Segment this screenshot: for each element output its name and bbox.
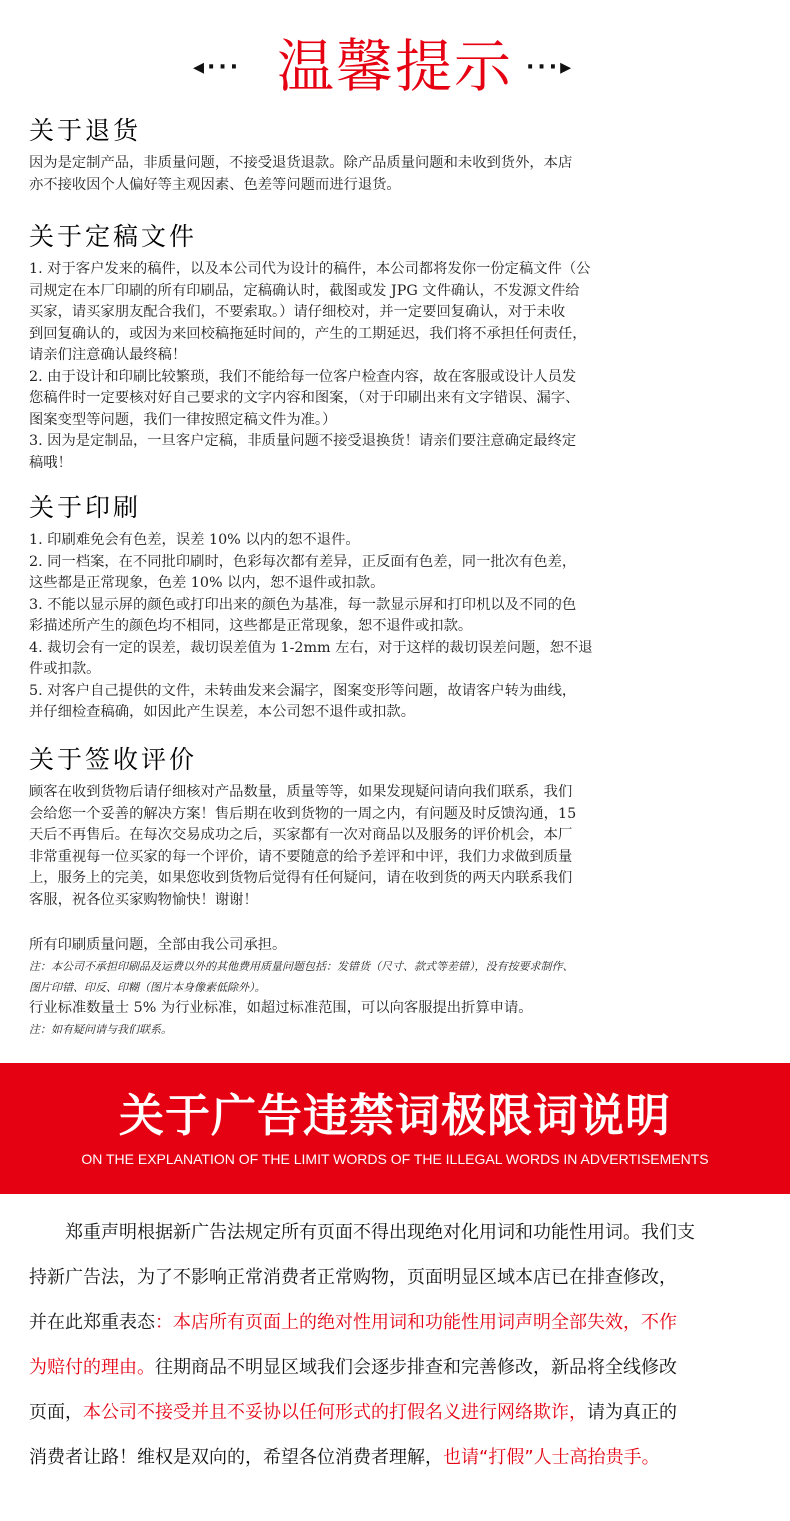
ad-words-banner [0, 1063, 790, 1194]
statement-text: 消费者让路！维权是双向的，希望各位消费者理解， [29, 1447, 443, 1468]
statement-line [29, 1345, 769, 1390]
body-line: 稿哦！ [29, 454, 72, 471]
statement-line [29, 1210, 769, 1255]
body-line: 2. 同一档案，在不同批印刷时，色彩每次都有差异，正反面有色差，同一批次有色差， [29, 553, 577, 570]
section-review [29, 744, 764, 911]
page-title: 温馨提示 [277, 34, 513, 100]
note-line: 所有印刷质量问题，全部由我公司承担。 [29, 937, 287, 953]
body-line: 请亲们注意确认最终稿！ [29, 347, 187, 363]
section-body [29, 153, 764, 196]
body-line: 件或扣款。 [29, 661, 101, 677]
body-line: 3. 不能以显示屏的颜色或打印出来的颜色为基准，每一款显示屏和打印机以及不同的色 [29, 596, 577, 613]
body-line: 非常重视每一位买家的每一个评价，请不要随意的给予差评和中评，我们力求做到质量 [29, 848, 573, 865]
note-small: 注：本公司不承担印刷品及运费以外的其他费用质量问题包括：发错货（尺寸、款式等差错），没有按要求制作、 [29, 960, 574, 973]
body-line: 司规定在本厂印刷的所有印刷品，定稿确认时，截图或发 JPG 文件确认，不发源文件给 [29, 282, 580, 299]
body-line: 天后不再售后。在每次交易成功之后，买家都有一次对商品以及服务的评价机会，本厂 [29, 827, 573, 843]
note-small: 注：如有疑问请与我们联系。 [29, 1023, 172, 1036]
statement-line [29, 1300, 769, 1345]
body-line: 5. 对客户自己提供的文件，未转曲发来会漏字，图案变形等问题，故请客户转为曲线， [29, 682, 577, 699]
body-line: 上，服务上的完美，如果您收到货物后觉得有任何疑问，请在收到货的两天内联系我们 [29, 870, 573, 886]
body-line: 图案变型等问题，我们一律按照定稿文件为准。） [29, 411, 337, 428]
statement-highlight: 也请“打假”人士高抬贵手。 [443, 1447, 660, 1468]
body-line: 4. 裁切会有一定的误差，裁切误差值为 1-2mm 左右，对于这样的裁切误差问题，恕不退 [29, 639, 593, 656]
section-body [29, 259, 764, 474]
note-line: 行业标准数量士 5% 为行业标准，如超过标准范围，可以向客服提出折算申请。 [29, 1000, 533, 1016]
section-printing [29, 492, 764, 724]
statement-block [29, 1210, 769, 1480]
section-title: 关于印刷 [29, 493, 142, 522]
notes-block [29, 935, 769, 1040]
section-title: 关于签收评价 [29, 745, 198, 774]
body-line: 1. 印刷难免会有色差，误差 10% 以内的恕不退件。 [29, 532, 360, 548]
body-line: 到回复确认的，或因为来回校稿拖延时间的，产生的工期延迟，我们将不承担任何责任， [29, 325, 587, 342]
section-proof [29, 221, 764, 474]
body-line: 买家，请买家朋友配合我们，不要索取。）请仔细校对，并一定要回复确认，对于未收 [29, 304, 566, 320]
arrow-right-icon: ···▸ [526, 55, 575, 80]
body-line: 这些都是正常现象，色差 10% 以内，恕不退件或扣款。 [29, 575, 385, 591]
statement-text: 并在此郑重表态 [29, 1312, 155, 1333]
section-title: 关于定稿文件 [29, 222, 198, 251]
note-small: 图片印错、印反、印糊（图片本身像素低除外）。 [29, 981, 266, 994]
body-line: 彩描述所产生的颜色均不相同，这些都是正常现象，恕不退件或扣款。 [29, 618, 473, 634]
section-body [29, 530, 764, 724]
body-line: 2. 由于设计和印刷比较繁琐，我们不能给每一位客户检查内容，故在客服或设计人员发 [29, 368, 577, 385]
statement-text: 请为真正的 [587, 1402, 677, 1423]
section-title: 关于退货 [29, 116, 142, 145]
statement-highlight: ：本店所有页面上的绝对性用词和功能性用词声明全部失效，不作 [155, 1312, 677, 1333]
statement-highlight: 本公司不接受并且不妥协以任何形式的打假名义进行网络欺诈， [83, 1402, 587, 1423]
statement-text: 页面， [29, 1402, 83, 1423]
body-line: 顾客在收到货物后请仔细核对产品数量，质量等等，如果发现疑问请向我们联系，我们 [29, 784, 573, 800]
banner-title: 关于广告违禁词极限词说明 [118, 1089, 671, 1142]
statement-text: 往期商品不明显区域我们会逐步排查和完善修改，新品将全线修改 [155, 1357, 677, 1378]
section-body [29, 782, 764, 911]
banner-subtitle: ON THE EXPLANATION OF THE LIMIT WORDS OF THE ILLEGAL WORDS IN ADVERTISEMENTS [81, 1151, 709, 1167]
body-line: 亦不接收因个人偏好等主观因素、色差等问题而进行退货。 [29, 176, 401, 193]
statement-line [29, 1435, 769, 1480]
statement-text: 郑重声明根据新广告法规定所有页面不得出现绝对化用词和功能性用词。我们支 [65, 1222, 695, 1243]
body-line: 1. 对于客户发来的稿件，以及本公司代为设计的稿件，本公司都将发你一份定稿文件（公 [29, 261, 591, 277]
header [0, 30, 790, 105]
body-line: 并仔细检查稿确，如因此产生误差，本公司恕不退件或扣款。 [29, 704, 416, 720]
body-line: 3. 因为是定制品，一旦客户定稿，非质量问题不接受退换货！请亲们要注意确定最终定 [29, 433, 577, 449]
body-line: 会给您一个妥善的解决方案！售后期在收到货物的一周之内，有问题及时反馈沟通，15 [29, 805, 577, 822]
statement-line [29, 1390, 769, 1435]
arrow-left-icon: ◂··· [193, 55, 242, 80]
statement-highlight: 为赔付的理由。 [29, 1357, 155, 1378]
statement-line: 持新广告法，为了不影响正常消费者正常购物，页面明显区域本店已在排查修改， [29, 1267, 677, 1288]
body-line: 客服，祝各位买家购物愉快！谢谢！ [29, 891, 258, 908]
section-returns [29, 115, 764, 196]
body-line: 您稿件时一定要核对好自己要求的文字内容和图案，（对于印刷出来有文字错误、漏字、 [29, 390, 580, 406]
body-line: 因为是定制产品，非质量问题，不接受退货退款。除产品质量问题和未收到货外，本店 [29, 155, 573, 171]
